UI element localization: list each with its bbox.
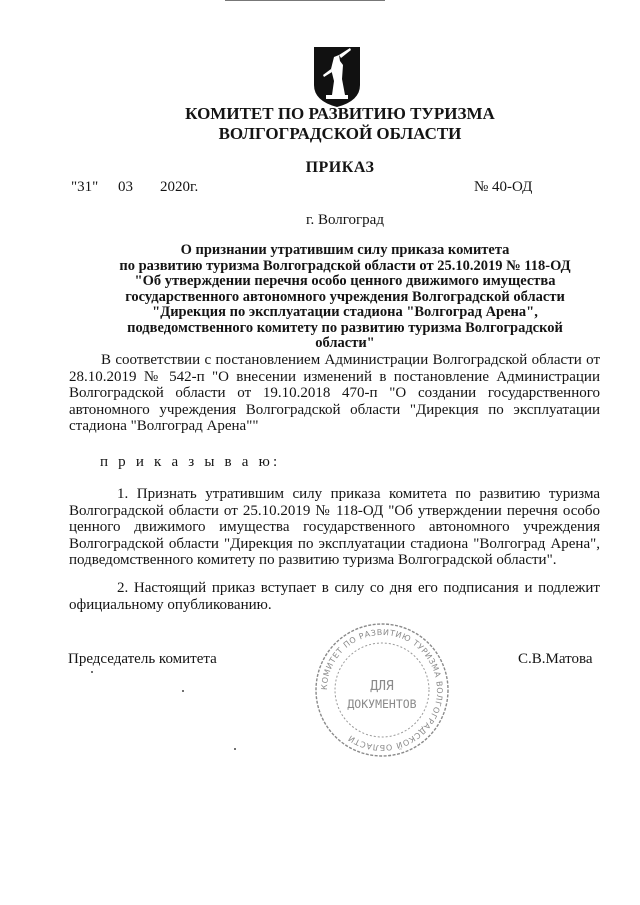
heading-line: "Дирекция по эксплуатации стадиона "Волгоград Арена", [152, 304, 538, 320]
stamp-line-1: ДЛЯ [370, 679, 394, 694]
heading-line: О признании утратившим силу приказа комитета [180, 242, 510, 258]
document-type: ПРИКАЗ [305, 159, 375, 176]
signatory-name: С.В.Матова [518, 651, 593, 667]
official-stamp [312, 620, 452, 760]
heading-line: области" [315, 335, 375, 351]
heading-line: по развитию туризма Волгоградской области от 25.10.2019 № 118-ОД [119, 257, 571, 274]
order-item-1: 1. Признать утратившим силу приказа комитета по развитию туризма Волгоградской области от 25.10.2019 № 118-ОД "Об утверждении перечня особо ценного движимого имущества государственного автономного учреждения Волгоградской области "Дирекция по эксплуатации стадиона "Волгоград Арена", подведомственного комитету по развитию туризма Волгоградской области". [69, 486, 600, 568]
organization-name [150, 104, 530, 144]
order-item-2: 2. Настоящий приказ вступает в силу со дня его подписания и подлежит официальному опубликованию. [69, 580, 600, 613]
stamp-line-2: ДОКУМЕНТОВ [347, 697, 417, 711]
preamble-paragraph: В соответствии с постановлением Администрации Волгоградской области от 28.10.2019 № 542-п "О внесении изменений в постановление Администрации Волгоградской области от 19.10.2018 470-п "О создании государственного автономного учреждения Волгоградской области "Дирекция по эксплуатации стадиона "Волгоград Арена"" [69, 352, 600, 434]
org-line-1: КОМИТЕТ ПО РАЗВИТИЮ ТУРИЗМА [185, 104, 495, 123]
city: г. Волгоград [306, 212, 384, 228]
heading-line: государственного автономного учреждения Волгоградской области [125, 288, 565, 305]
date-month: 03 [118, 179, 133, 195]
scan-speck [234, 748, 236, 750]
order-number: № 40-ОД [474, 179, 533, 195]
order-word: п р и к а з ы в а ю: [100, 454, 281, 470]
scan-speck [182, 690, 184, 692]
order-heading [95, 243, 595, 352]
org-line-2: ВОЛГОГРАДСКОЙ ОБЛАСТИ [218, 124, 462, 143]
heading-line: подведомственного комитету по развитию туризма Волгоградской [127, 319, 563, 336]
scan-speck [91, 671, 93, 673]
date-year: 2020г. [160, 179, 199, 195]
stamp-ring-text: КОМИТЕТ ПО РАЗВИТИЮ ТУРИЗМА ВОЛГОГРАДСКОЙ ОБЛАСТИ [319, 627, 445, 753]
date-day: "31" [71, 179, 99, 195]
signatory-position: Председатель комитета [68, 651, 217, 667]
scan-edge-line [225, 0, 385, 1]
volgograd-coat-of-arms-icon [312, 45, 362, 109]
heading-line: "Об утверждении перечня особо ценного движимого имущества [134, 273, 556, 289]
